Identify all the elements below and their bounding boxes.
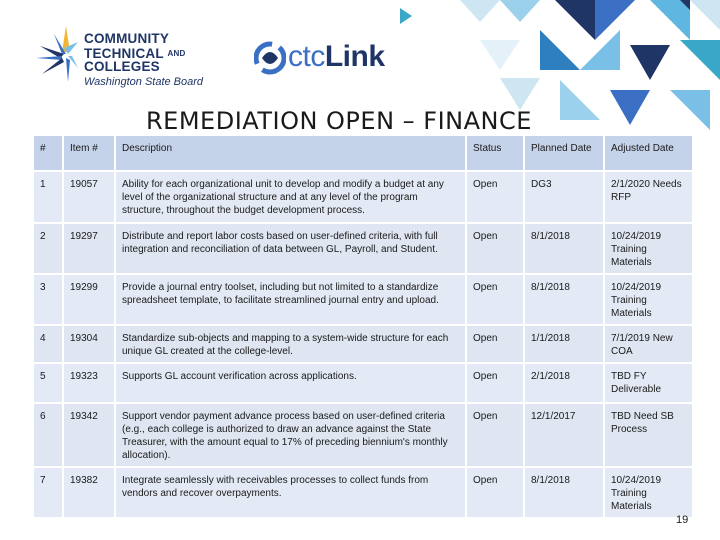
cell-num: 2	[33, 223, 63, 274]
cell-adjusted: 10/24/2019 Training Materials	[604, 274, 693, 325]
logo-and: AND	[167, 48, 186, 58]
cell-description: Provide a journal entry toolset, including but not limited to a standardize spreadsheet template, to facilitate streamlined journal entry and upload.	[115, 274, 466, 325]
cell-description: Distribute and report labor costs based on user-defined criteria, with full integration and reconciliation of data between GL, Payroll, and Student.	[115, 223, 466, 274]
cell-planned: 8/1/2018	[524, 274, 604, 325]
cell-num: 3	[33, 274, 63, 325]
cell-num: 4	[33, 325, 63, 363]
logo-line-2a: TECHNICAL	[84, 45, 164, 61]
table-row	[33, 274, 693, 325]
remediation-table	[32, 134, 694, 519]
cell-item: 19297	[63, 223, 115, 274]
header-num: #	[33, 135, 63, 171]
cell-num: 1	[33, 171, 63, 223]
logo-line-1: COMMUNITY	[84, 31, 170, 46]
cell-status: Open	[466, 325, 524, 363]
cell-num: 6	[33, 403, 63, 467]
table-row	[33, 403, 693, 467]
cell-status: Open	[466, 467, 524, 518]
cell-description: Support vendor payment advance process based on user-defined criteria (e.g., each college is authorized to draw an advance against the State Treasurer, with the amount equal to 17% of preceding biennium's monthly allocation).	[115, 403, 466, 467]
cell-status: Open	[466, 403, 524, 467]
cell-num: 5	[33, 363, 63, 403]
logo-line-3: Washington State Board	[84, 75, 204, 88]
cell-planned: DG3	[524, 171, 604, 223]
cell-description: Supports GL account verification across applications.	[115, 363, 466, 403]
cell-status: Open	[466, 363, 524, 403]
table-row	[33, 325, 693, 363]
cell-status: Open	[466, 171, 524, 223]
cell-item: 19304	[63, 325, 115, 363]
cell-item: 19057	[63, 171, 115, 223]
table-header-row	[33, 135, 693, 171]
cell-status: Open	[466, 223, 524, 274]
header-status: Status	[466, 135, 524, 171]
cell-item: 19382	[63, 467, 115, 518]
cell-item: 19299	[63, 274, 115, 325]
cell-planned: 1/1/2018	[524, 325, 604, 363]
cell-item: 19342	[63, 403, 115, 467]
cell-description: Integrate seamlessly with receivables processes to collect funds from vendors and recover overpayments.	[115, 467, 466, 518]
cell-planned: 8/1/2018	[524, 223, 604, 274]
cell-adjusted: 7/1/2019 New COA	[604, 325, 693, 363]
cell-planned: 8/1/2018	[524, 467, 604, 518]
ctclink-swirl-icon	[254, 40, 286, 76]
starburst-logo-icon	[34, 24, 80, 86]
cell-planned: 12/1/2017	[524, 403, 604, 467]
cell-description: Standardize sub-objects and mapping to a system-wide structure for each unique GL created at the college-level.	[115, 325, 466, 363]
header-adjusted-date: Adjusted Date	[604, 135, 693, 171]
header-item: Item #	[63, 135, 115, 171]
logo-line-2b: COLLEGES	[84, 59, 160, 74]
cell-description: Ability for each organizational unit to develop and modify a budget at any level of the organizational structure and at any level of the program structure, throughout the budget development process.	[115, 171, 466, 223]
cell-item: 19323	[63, 363, 115, 403]
brand-suffix: Link	[324, 40, 385, 73]
page-title: REMEDIATION OPEN – FINANCE	[146, 107, 532, 135]
ctclink-brand	[254, 38, 404, 78]
cell-adjusted: TBD FY Deliverable	[604, 363, 693, 403]
brand-prefix: ctc	[288, 40, 325, 73]
cell-adjusted: TBD Need SB Process	[604, 403, 693, 467]
sbctc-logo	[34, 24, 244, 86]
cell-planned: 2/1/2018	[524, 363, 604, 403]
cell-adjusted: 2/1/2020 Needs RFP	[604, 171, 693, 223]
page-number: 19	[676, 514, 689, 526]
table-row	[33, 171, 693, 223]
table-row	[33, 467, 693, 518]
cell-status: Open	[466, 274, 524, 325]
cell-adjusted: 10/24/2019 Training Materials	[604, 467, 693, 518]
cell-adjusted: 10/24/2019 Training Materials	[604, 223, 693, 274]
header-description: Description	[115, 135, 466, 171]
cell-num: 7	[33, 467, 63, 518]
header-planned-date: Planned Date	[524, 135, 604, 171]
table-row	[33, 223, 693, 274]
table-row	[33, 363, 693, 403]
